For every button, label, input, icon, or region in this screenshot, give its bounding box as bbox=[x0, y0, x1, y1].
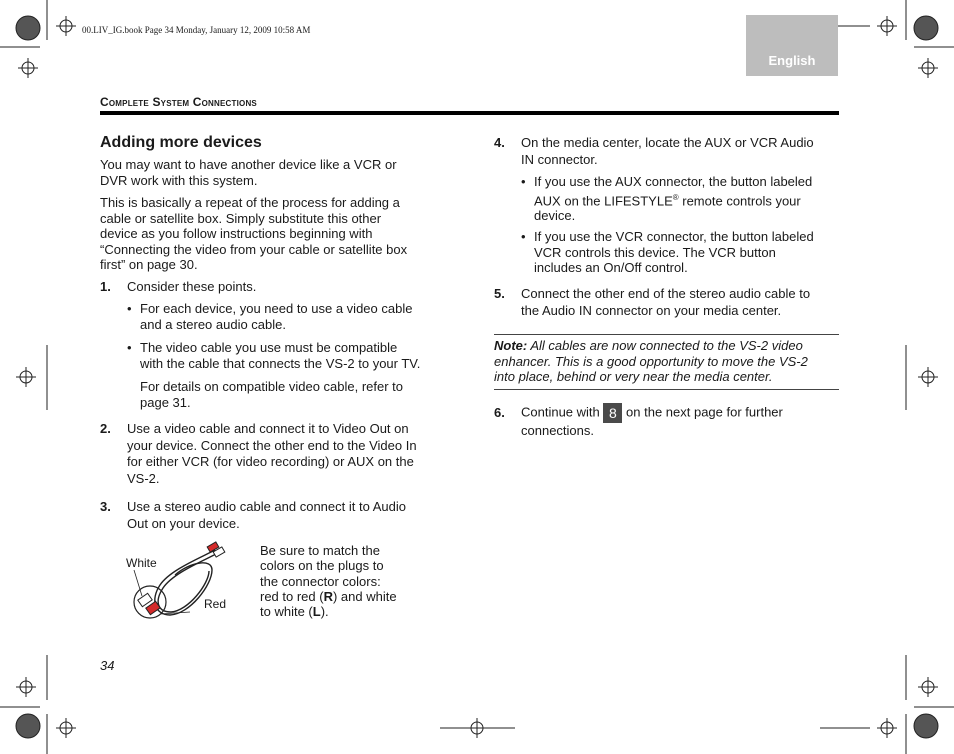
step-4-text bbox=[521, 135, 814, 168]
bullet-line: • The video cable you use must be compatible bbox=[140, 340, 398, 355]
step-3-text bbox=[127, 499, 406, 532]
step-5-text bbox=[521, 286, 810, 319]
step-number: 2. bbox=[100, 421, 111, 436]
note-line: For details on compatible video cable, refer to bbox=[140, 379, 404, 394]
caption-text: red to red ( bbox=[260, 588, 324, 604]
step-number: 1. bbox=[100, 279, 111, 294]
bullet-text: remote controls your bbox=[678, 192, 801, 208]
repeat-line: first” on page 30. bbox=[100, 257, 198, 272]
note-label: Note: bbox=[494, 338, 528, 353]
heading: Adding more devices bbox=[100, 134, 262, 151]
note-line bbox=[494, 338, 834, 354]
step-1-bullet-1 bbox=[140, 301, 412, 332]
registered-mark: ® bbox=[672, 192, 679, 202]
step-line: VS-2. bbox=[127, 470, 160, 486]
step-2-text bbox=[127, 421, 417, 487]
step-text: Continue with bbox=[521, 404, 600, 420]
label-red: Red bbox=[204, 597, 227, 611]
bullet-line: • For each device, you need to use a video cable bbox=[140, 301, 413, 316]
repeat-line: cable or satellite box. Simply substitute this other bbox=[100, 210, 382, 226]
step-line bbox=[521, 403, 783, 423]
repeat-line: This is basically a repeat of the process for adding a bbox=[100, 195, 400, 210]
bullet-line: with the cable that connects the VS-2 to your TV. bbox=[140, 355, 421, 371]
step-1-note bbox=[140, 379, 403, 410]
step-line: Out on your device. bbox=[127, 515, 240, 531]
bullet-line bbox=[534, 190, 812, 209]
caption-line: colors on the plugs to bbox=[260, 558, 384, 574]
section-title: Complete System Connections bbox=[100, 95, 257, 109]
step-6-text bbox=[521, 403, 783, 440]
intro-line: DVR work with this system. bbox=[100, 172, 258, 188]
caption-text: ) and white bbox=[332, 588, 397, 604]
step-1-bullet-2 bbox=[140, 340, 420, 371]
caption-line bbox=[260, 589, 397, 604]
note-box bbox=[494, 334, 839, 390]
step-key-icon: 8 bbox=[603, 403, 622, 423]
label-white: White bbox=[126, 556, 157, 570]
step-line: Use a video cable and connect it to Video Out on bbox=[127, 421, 409, 436]
caption-bold: R bbox=[323, 588, 333, 604]
bullet-text: AUX on the LIFESTYLE bbox=[534, 192, 673, 208]
step-text: on the next page for further bbox=[626, 404, 783, 420]
step-number: 4. bbox=[494, 135, 505, 150]
repeat-line: “Connecting the video from your cable or satellite box bbox=[100, 241, 408, 257]
step-number: 5. bbox=[494, 286, 505, 301]
caption-text: to white ( bbox=[260, 604, 313, 620]
bullet-line: • If you use the AUX connector, the button labeled bbox=[534, 174, 813, 189]
note-line: page 31. bbox=[140, 394, 191, 410]
step-4-bullet-2 bbox=[534, 229, 814, 276]
note-line: enhancer. This is a good opportunity to move the VS-2 bbox=[494, 353, 808, 369]
step-line: the Audio IN connector on your media center. bbox=[521, 302, 782, 318]
step-line: for either VCR (for video recording) or AUX on the bbox=[127, 454, 414, 469]
figure-caption bbox=[260, 543, 397, 619]
step-line: IN connector. bbox=[521, 151, 598, 167]
caption-line bbox=[260, 604, 397, 619]
step-line: Use a stereo audio cable and connect it to Audio bbox=[127, 499, 406, 514]
caption-line: Be sure to match the bbox=[260, 543, 380, 558]
caption-text: ). bbox=[320, 604, 329, 620]
page-number: 34 bbox=[100, 658, 115, 673]
note-text bbox=[494, 338, 834, 385]
intro-paragraph bbox=[100, 157, 397, 188]
repeat-paragraph bbox=[100, 195, 407, 273]
step-line: Connect the other end of the stereo audio cable to bbox=[521, 286, 811, 301]
section-rule bbox=[100, 111, 839, 115]
step-line: On the media center, locate the AUX or VCR Audio bbox=[521, 135, 814, 150]
step-1-text: Consider these points. bbox=[127, 279, 257, 294]
repeat-line: device as you follow instructions beginning with bbox=[100, 226, 373, 241]
bullet-line: and a stereo audio cable. bbox=[140, 316, 286, 332]
print-stamp: 00.LIV_IG.book Page 34 Monday, January 12, 2009 10:58 AM bbox=[82, 25, 311, 35]
intro-line: You may want to have another device like a VCR or bbox=[100, 157, 397, 172]
note-text-span: All cables are now connected to the VS-2 video bbox=[530, 338, 803, 353]
bullet-line: includes an On/Off control. bbox=[534, 260, 688, 275]
language-tab bbox=[746, 15, 838, 76]
bullet-line: VCR controls this device. The VCR button bbox=[534, 244, 776, 260]
language-label: English bbox=[768, 53, 816, 68]
step-4-bullet-1 bbox=[534, 174, 812, 224]
bullet-line: device. bbox=[534, 208, 576, 224]
step-number: 3. bbox=[100, 499, 111, 514]
caption-bold: L bbox=[312, 604, 321, 620]
bullet-line: • If you use the VCR connector, the button labeled bbox=[534, 229, 814, 244]
step-line: connections. bbox=[521, 423, 594, 438]
note-line: into place, behind or very near the media center. bbox=[494, 369, 773, 384]
caption-line: the connector colors: bbox=[260, 573, 381, 589]
step-line: your device. Connect the other end to the Video In bbox=[127, 437, 417, 453]
audio-cable-illustration bbox=[120, 540, 240, 632]
step-number: 6. bbox=[494, 405, 505, 420]
